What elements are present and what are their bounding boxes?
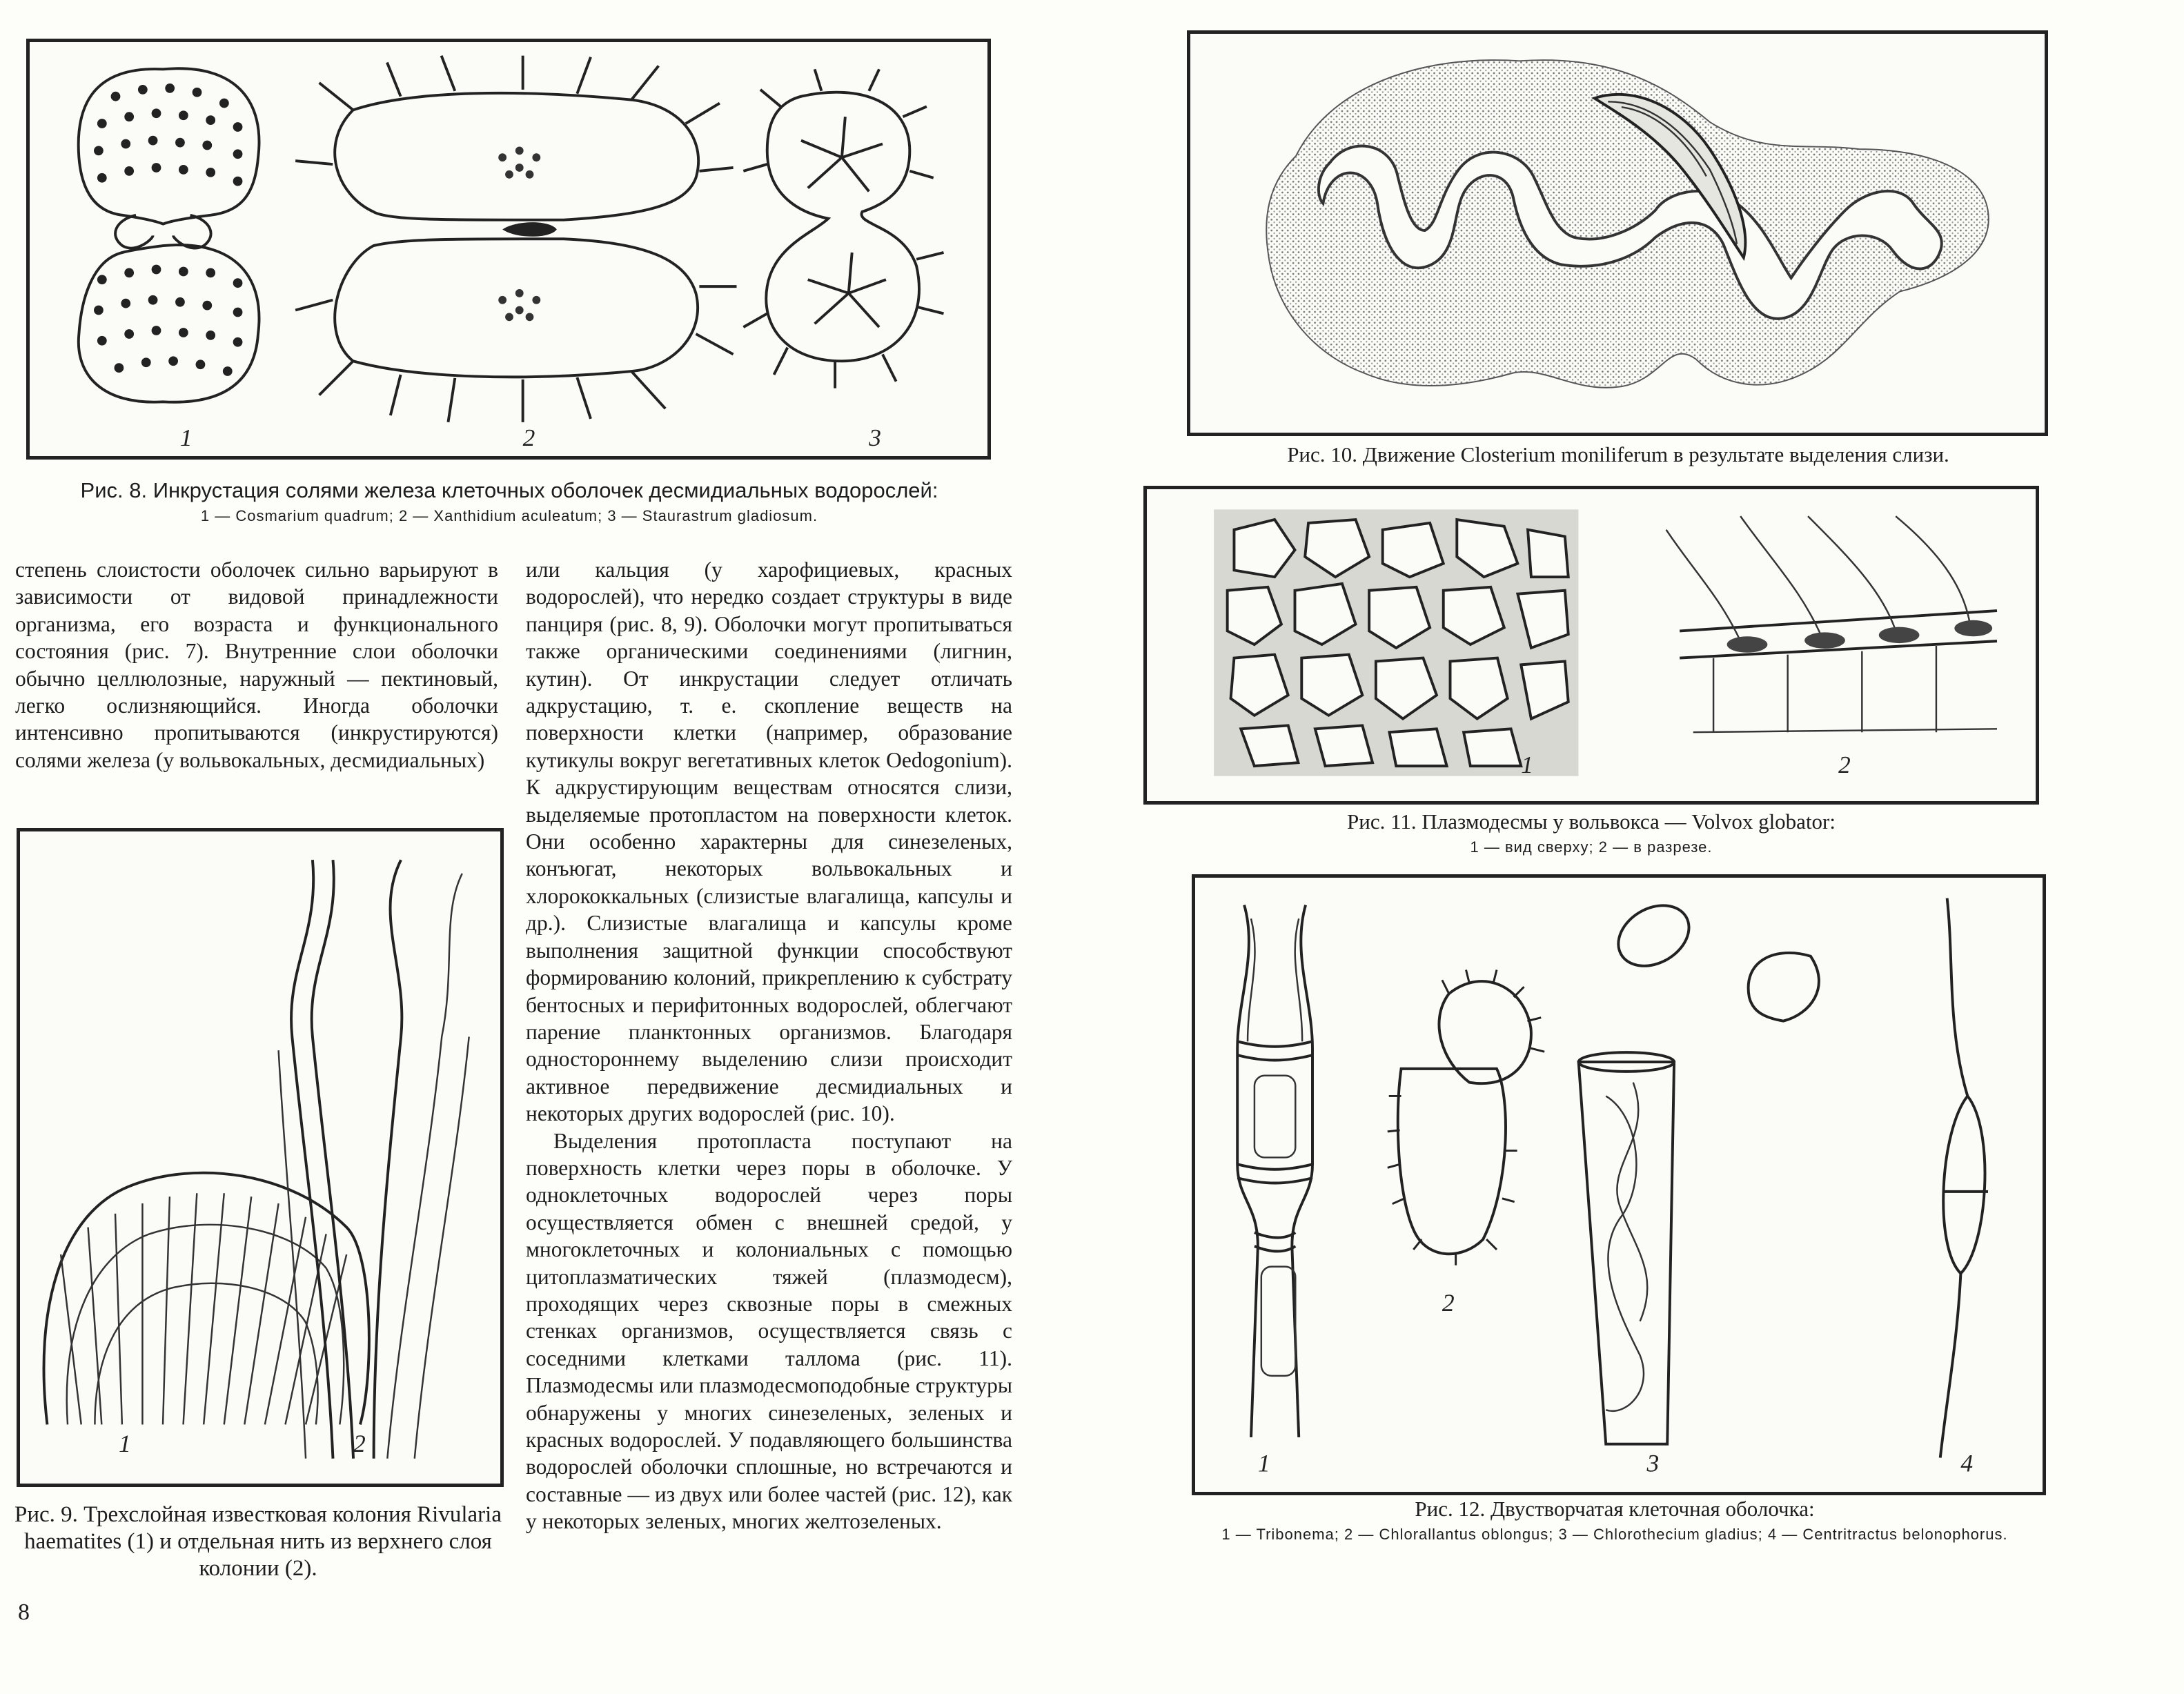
centritractus-cell: [1940, 898, 1988, 1458]
figure-8-caption-legend: 1 — Cosmarium quadrum; 2 — Xanthidium aculeatum; 3 — Staurastrum gladiosum.: [200, 507, 818, 525]
figure-11: [1143, 486, 2039, 805]
text-column-1: [15, 556, 498, 774]
figure-9-caption: [10, 1501, 506, 1582]
figure-9-illustration: [20, 831, 500, 1484]
figure-8: [26, 39, 991, 460]
volvox-section-view: [1666, 516, 1997, 732]
fig12-label-2: 2: [1442, 1288, 1455, 1317]
page-number: 8: [18, 1599, 30, 1625]
figure-11-caption-title: Рис. 11. Плазмодесмы у вольвокса — Volvox globator:: [1346, 809, 1836, 834]
column-1-paragraph: степень слоистости оболочек сильно варьируют в зависимости от видовой принадлежности организма, его возраста и функционального состояния (рис. 7). Внутренние слои оболочки обычно целлюлозные, наружный — пектиновый, легко ослизняющийся. Иногда оболочки интенсивно пропитываются (инкрустируются) солями железа (у вольвокальных, десмидиальных): [15, 558, 498, 772]
figure-10: [1187, 30, 2048, 436]
fig12-label-1: 1: [1257, 1449, 1270, 1477]
fig11-label-1: 1: [1521, 751, 1533, 778]
figure-12-caption: [1139, 1496, 2091, 1544]
figure-8-illustration: [30, 42, 987, 456]
chlorallantus-shell: [1388, 970, 1544, 1265]
figure-10-caption-text: Рис. 10. Движение Closterium moniliferum в результате выделения слизи.: [1287, 442, 1949, 466]
fig9-label-1: 1: [118, 1429, 131, 1457]
fig11-label-2: 2: [1838, 751, 1851, 778]
figure-9: [17, 828, 504, 1487]
figure-11-caption: [1143, 809, 2039, 857]
figure-9-caption-text: Рис. 9. Трехслойная известковая колония Rivularia haematites (1) и отдельная нить из верхнего слоя колонии (2).: [14, 1502, 502, 1581]
figure-8-caption-title: Рис. 8. Инкрустация солями железа клеточных оболочек десмидиальных водорослей:: [80, 478, 938, 502]
fig12-label-4: 4: [1960, 1449, 1974, 1477]
fig8-label-1: 1: [179, 424, 193, 452]
text-column-2: [526, 556, 1012, 1535]
chlorothecium-cell: [1579, 894, 1819, 1444]
figure-12-caption-title: Рис. 12. Двустворчатая клеточная оболочка:: [1415, 1497, 1815, 1521]
figure-11-caption-legend: 1 — вид сверху; 2 — в разрезе.: [1470, 838, 1713, 856]
figure-12-caption-legend: 1 — Tribonema; 2 — Chlorallantus oblongus; 3 — Chlorothecium gladius; 4 — Centritractus belonophorus.: [1221, 1526, 2008, 1544]
figure-12: [1192, 874, 2046, 1495]
volvox-top-view: [1214, 509, 1578, 776]
column-2-paragraph-2: Выделения протопласта поступают на поверхность клетки через поры в оболочке. У одноклеточных водорослей через поры осуществляется обмен с внешней средой, у многоклеточных и колониальных с помощью цитоплазматических тяжей (плазмодесм), проходящих через сквозные поры в смежных стенках организмов, осуществляется связь с соседними клетками таллома (рис. 11). Плазмодесмы или плазмодесмоподобные структуры обнаружены у многих синезеленых, зеленых и красных водорослей. У подавляющего большинства водорослей оболочки сплошные, но встречаются и составные — из двух или более частей (рис. 12), как у некоторых зеленых, многих желтозеленых.: [526, 1128, 1012, 1534]
fig8-label-3: 3: [869, 424, 881, 452]
tribonema-filament: [1237, 905, 1312, 1437]
figure-8-caption: [12, 477, 1006, 526]
figure-11-illustration: [1147, 489, 2036, 801]
fig9-label-2: 2: [353, 1429, 366, 1457]
figure-12-illustration: [1195, 878, 2043, 1492]
rivularia-filament: [279, 860, 469, 1459]
staurastrum-cell: [743, 69, 943, 388]
column-2-paragraph-1: или кальция (у харофициевых, красных водорослей), что нередко создает структуры в виде панциря (рис. 8, 9). Оболочки могут пропитываться также органическими соединениями (лигнин, кутин). От инкрустации следует отличать адкрустацию, т. е. скопление веществ на поверхности клетки (например, образование кутикулы вокруг вегетативных клеток Oedogonium). К адкрустирующим веществам относятся слизи, выделяемые протопластом на поверхности клеток. Они особенно характерны для синезеленых, конъюгат, некоторых вольвокальных и хлорококкальных (слизистые влагалища, капсулы и др.). Слизистые влагалища и капсулы кроме выполнения защитной функции способствуют формированию колоний, прикреплению к субстрату бентосных и перифитонных водорослей, облегчают парение планктонных организмов. Благодаря одностороннему выделению слизи происходит активное передвижение десмидиальных и некоторых других водорослей (рис. 10).: [526, 558, 1012, 1126]
xanthidium-cell: [295, 56, 736, 422]
figure-10-caption: [1166, 442, 2070, 467]
fig12-label-3: 3: [1646, 1449, 1660, 1477]
cosmarium-cell: [79, 68, 259, 402]
fig8-label-2: 2: [522, 424, 535, 452]
figure-10-illustration: [1190, 34, 2045, 433]
